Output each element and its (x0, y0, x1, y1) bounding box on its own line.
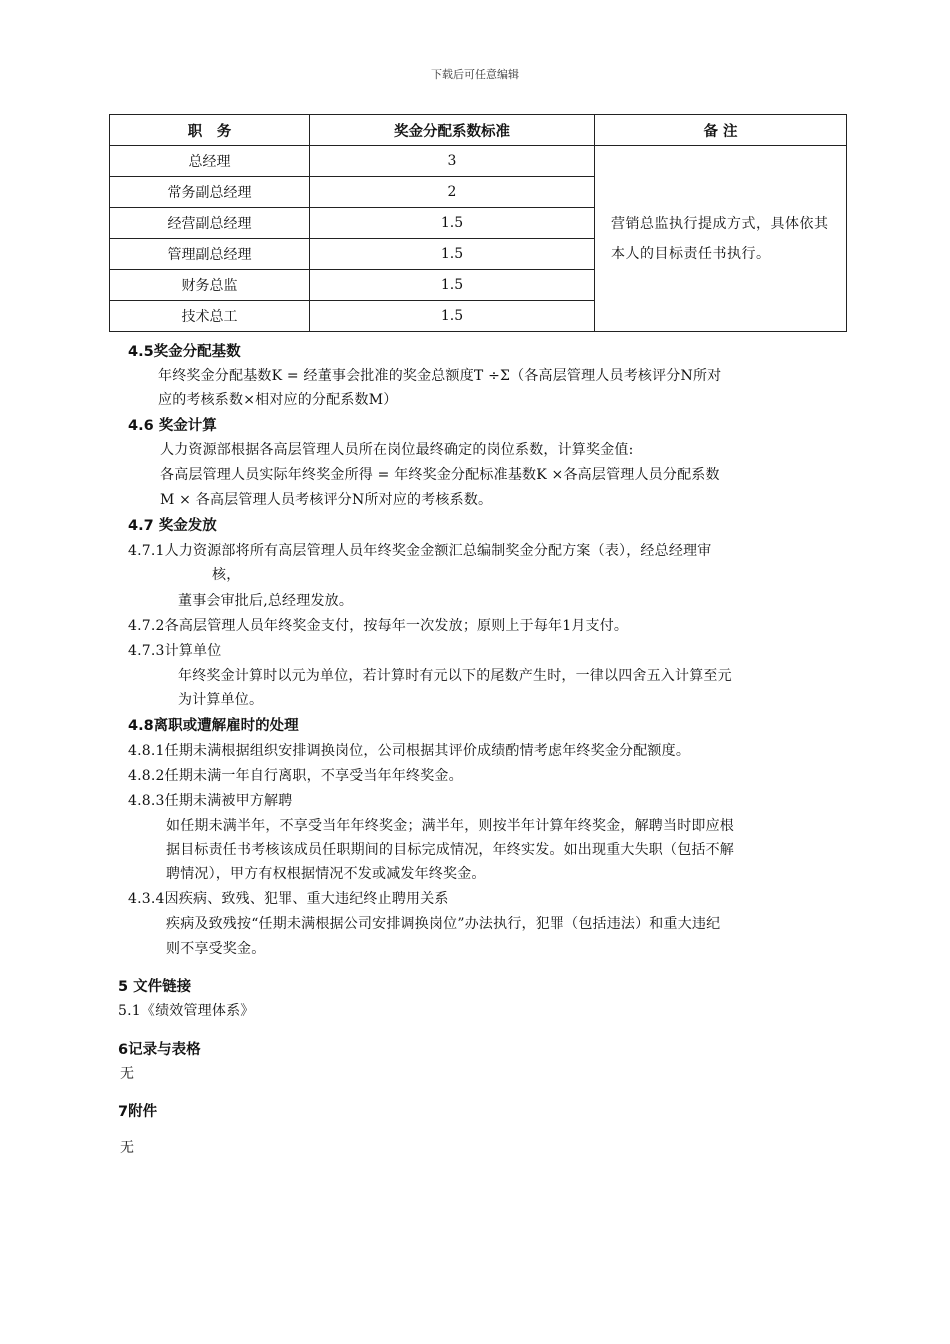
cell-coefficient: 2 (310, 177, 595, 208)
section-4-7-1-text: 核， (212, 567, 241, 583)
section-4-3-4-heading: 4.3.4因疾病、致残、犯罪、重大违纪终止聘用关系 (128, 891, 449, 907)
cell-coefficient: 1.5 (310, 208, 595, 239)
section-6-body: 无 (120, 1066, 135, 1082)
section-4-7-3-heading: 4.7.3计算单位 (128, 643, 222, 659)
section-5-1-text: 5.1《绩效管理体系》 (118, 1003, 255, 1019)
section-7-body: 无 (120, 1140, 135, 1156)
cell-position: 管理副总经理 (110, 239, 310, 270)
section-4-8-3-heading: 4.8.3任期未满被甲方解聘 (128, 793, 293, 809)
section-4-8-3-text: 聘情况），甲方有权根据情况不发或减发年终奖金。 (166, 866, 486, 882)
section-4-6-text: 各高层管理人员实际年终奖金所得 = 年终奖金分配标准基数K ×各高层管理人员分配系数 (160, 467, 720, 483)
section-4-7-2-text: 4.7.2各高层管理人员年终奖金支付，按每年一次发放；原则上于每年1月支付。 (128, 618, 629, 634)
section-7-heading: 7附件 (118, 1104, 158, 1120)
cell-coefficient: 1.5 (310, 270, 595, 301)
cell-coefficient: 3 (310, 146, 595, 177)
section-4-7-3-text: 为计算单位。 (178, 692, 264, 708)
cell-coefficient: 1.5 (310, 239, 595, 270)
bonus-coefficient-table (109, 114, 847, 332)
cell-position: 常务副总经理 (110, 177, 310, 208)
header-remark: 备 注 (595, 115, 847, 146)
section-4-8-1-text: 4.8.1任期未满根据组织安排调换岗位，公司根据其评价成绩酌情考虑年终奖金分配额度。 (128, 743, 691, 759)
page-header-note: 下载后可任意编辑 (431, 68, 519, 81)
header-coefficient: 奖金分配系数标准 (310, 115, 595, 146)
section-4-7-3-text: 年终奖金计算时以元为单位，若计算时有元以下的尾数产生时，一律以四舍五入计算至元 (178, 668, 732, 684)
section-4-8-3-text: 如任期未满半年，不享受当年年终奖金；满半年，则按半年计算年终奖金，解聘当时即应根 (166, 818, 734, 834)
cell-position: 总经理 (110, 146, 310, 177)
section-4-3-4-text: 疾病及致残按“任期未满根据公司安排调换岗位”办法执行，犯罪（包括违法）和重大违纪 (166, 916, 721, 932)
header-position: 职 务 (110, 115, 310, 146)
cell-coefficient: 1.5 (310, 301, 595, 332)
section-5-heading: 5 文件链接 (118, 979, 192, 995)
section-4-6-text: 人力资源部根据各高层管理人员所在岗位最终确定的岗位系数，计算奖金值: (160, 442, 634, 458)
section-4-5-text: 年终奖金分配基数K = 经董事会批准的奖金总额度T ÷Σ（各高层管理人员考核评分N所对 (158, 368, 722, 384)
section-4-3-4-text: 则不享受奖金。 (166, 941, 266, 957)
table-header-row (110, 115, 847, 146)
section-4-6-heading: 4.6 奖金计算 (128, 418, 217, 434)
section-4-8-3-text: 据目标责任书考核该成员任职期间的目标完成情况，年终实发。如出现重大失职（包括不解 (166, 842, 734, 858)
section-4-6-text: M × 各高层管理人员考核评分N所对应的考核系数。 (160, 492, 493, 508)
cell-remark: 营销总监执行提成方式，具体依其本人的目标责任书执行。 (595, 146, 847, 332)
section-4-7-1-text: 4.7.1人力资源部将所有高层管理人员年终奖金金额汇总编制奖金分配方案（表），经总经理审 (128, 543, 712, 559)
section-4-7-1-text: 董事会审批后,总经理发放。 (178, 593, 354, 609)
cell-position: 经营副总经理 (110, 208, 310, 239)
cell-position: 财务总监 (110, 270, 310, 301)
section-4-5-text: 应的考核系数×相对应的分配系数M） (158, 392, 398, 408)
table-row (110, 146, 847, 177)
section-4-8-2-text: 4.8.2任期未满一年自行离职，不享受当年年终奖金。 (128, 768, 463, 784)
section-6-heading: 6记录与表格 (118, 1042, 201, 1058)
section-4-5-heading: 4.5奖金分配基数 (128, 344, 241, 360)
section-4-8-heading: 4.8离职或遭解雇时的处理 (128, 718, 299, 734)
section-4-7-heading: 4.7 奖金发放 (128, 518, 217, 534)
cell-position: 技术总工 (110, 301, 310, 332)
